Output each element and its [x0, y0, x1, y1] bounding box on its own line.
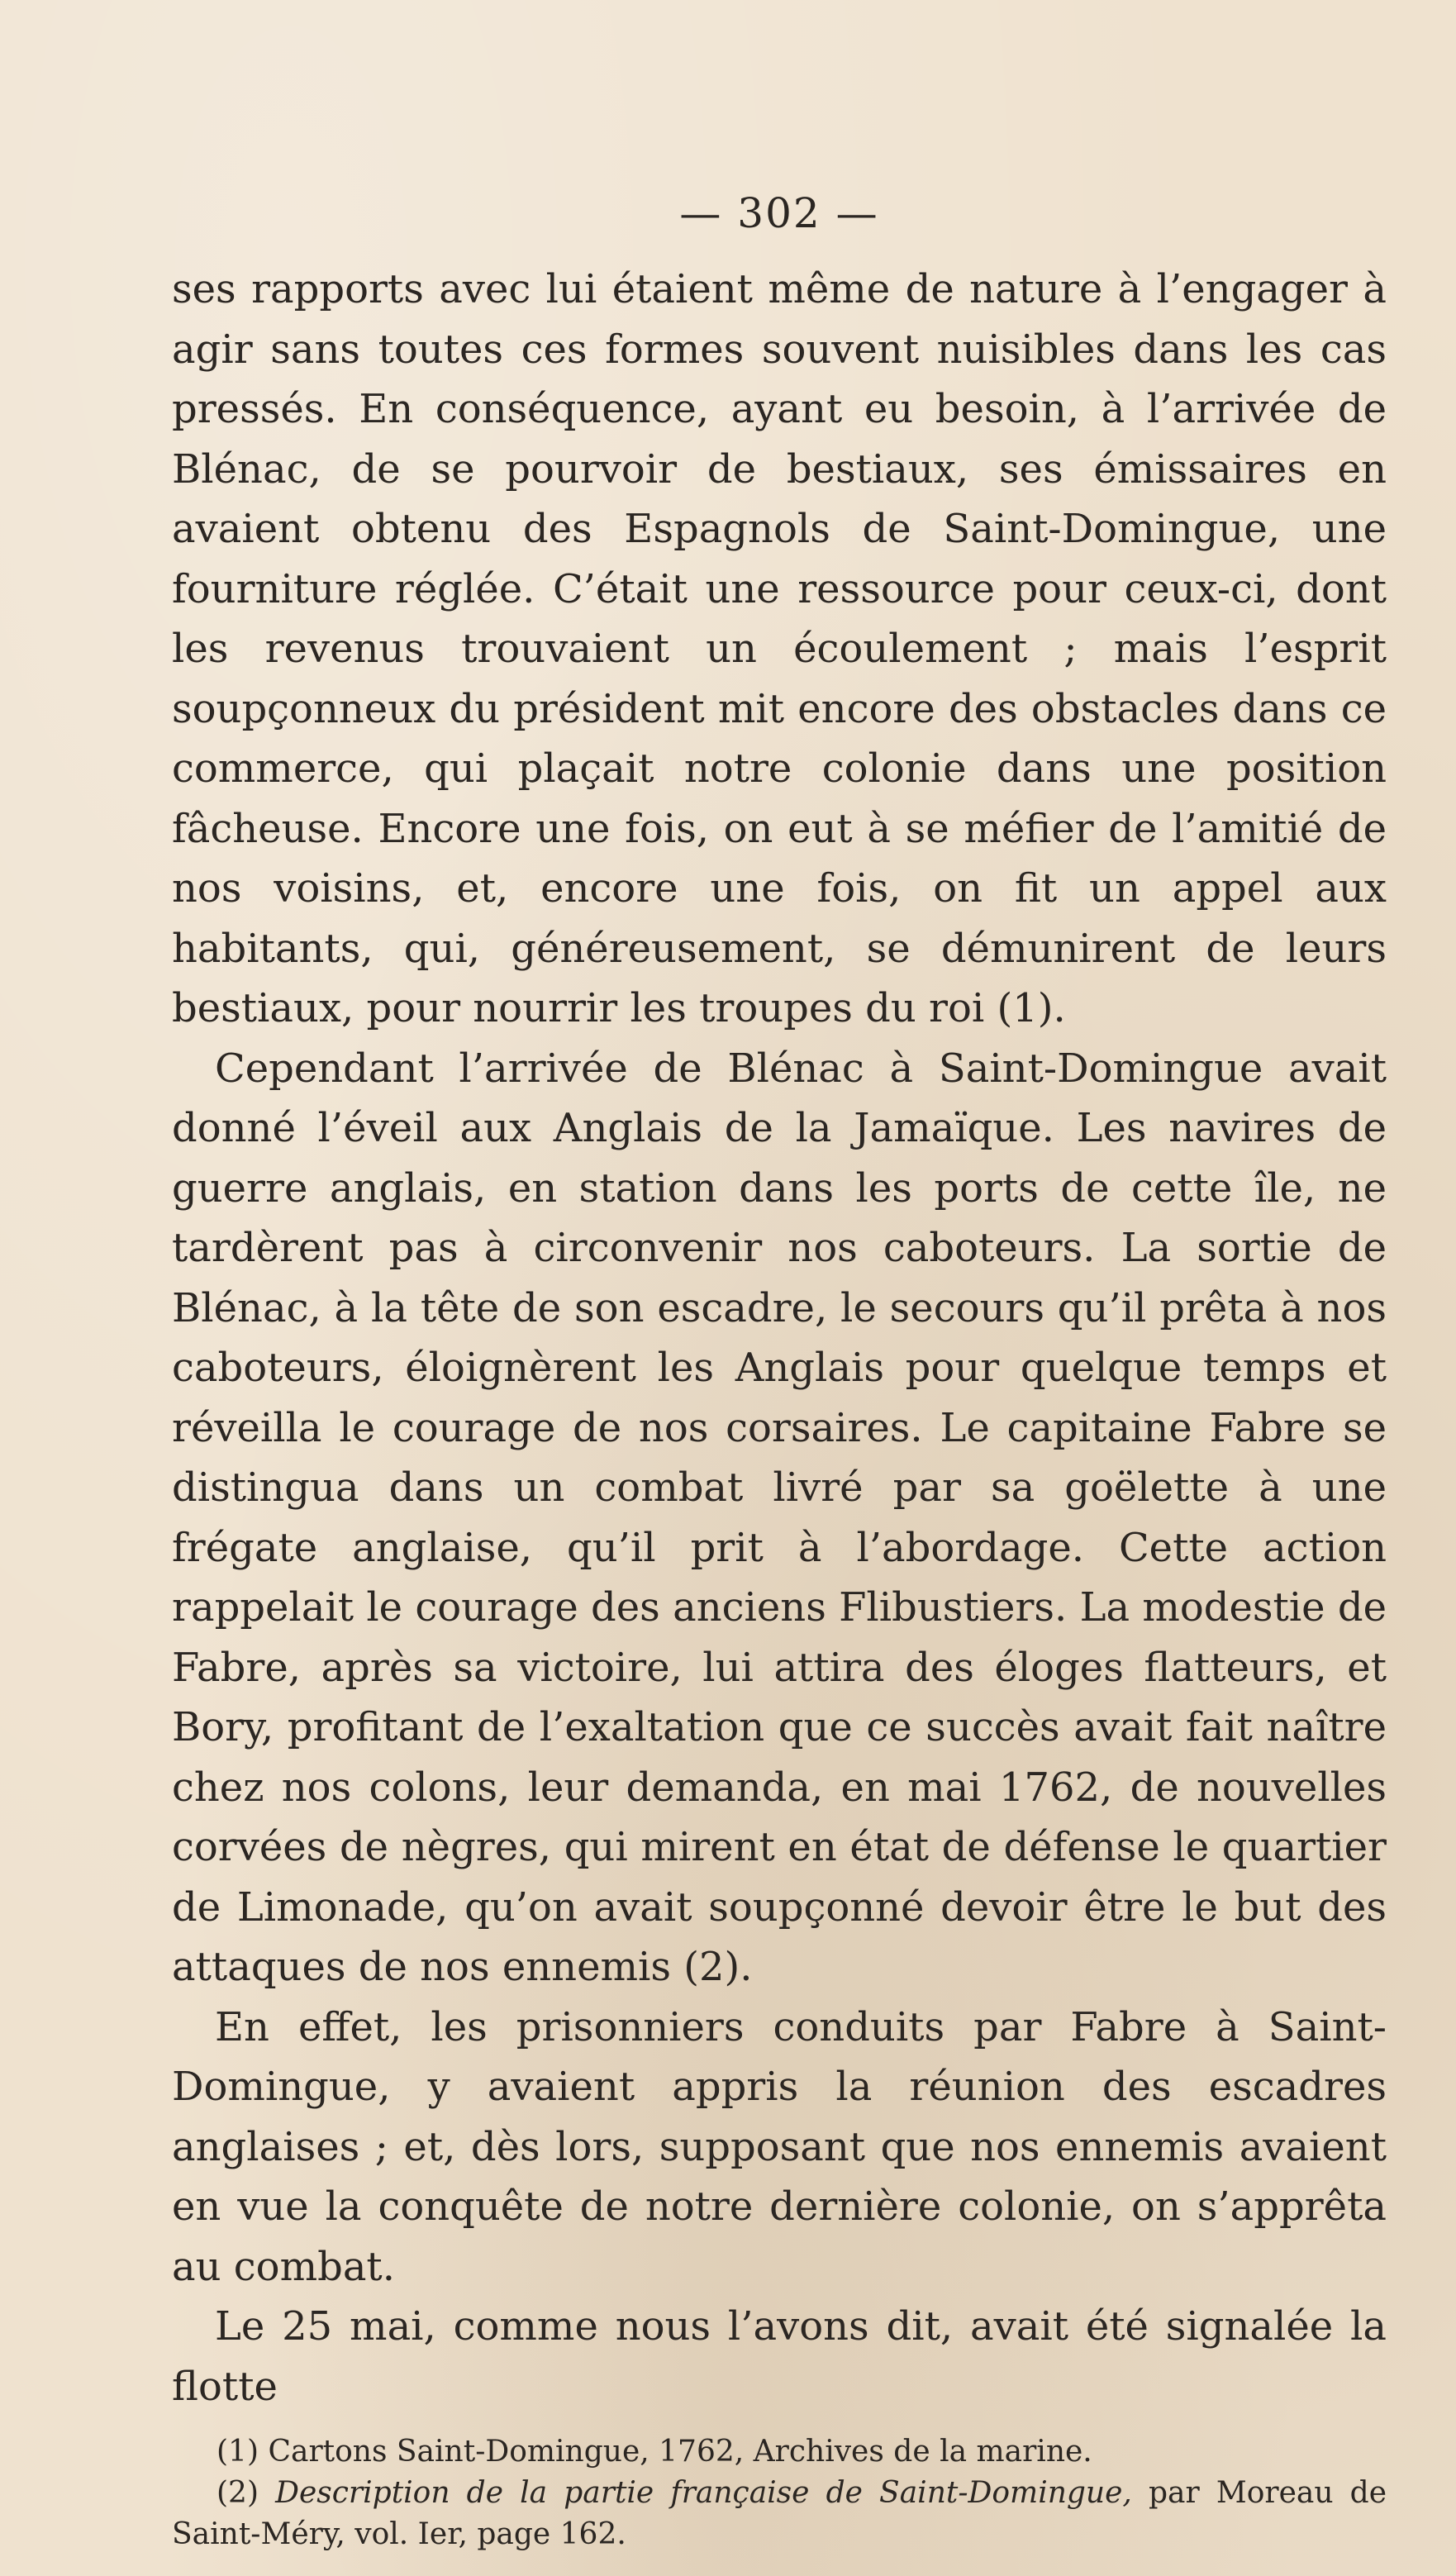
body-text [172, 260, 1387, 2416]
footnote-2-source: par Moreau de Saint-Méry, vol. Ier, page 162. [172, 2476, 1387, 2551]
footnote-2-title: Description de la partie française de Saint-Domingue, [275, 2476, 1132, 2510]
footnotes [172, 2431, 1387, 2555]
footnote-2 [172, 2473, 1387, 2555]
paragraph-4: Le 25 mai, comme nous l’avons dit, avait été signalée la flotte [172, 2303, 1387, 2410]
footnote-2-number: (2) [216, 2476, 276, 2510]
footnote-1: (1) Cartons Saint-Domingue, 1762, Archives de la marine. [216, 2435, 1092, 2469]
page-number: — 302 — [679, 189, 879, 237]
paragraph-2: Cependant l’arrivée de Blénac à Saint-Domingue avait donné l’éveil aux Anglais de la Jamaïque. Les navires de guerre anglais, en station dans les ports de cette île, ne tardèrent pas à circonvenir nos caboteurs. La sortie de Blénac, à la tête de son escadre, le secours qu’il prêta à nos caboteurs, éloignèrent les Anglais pour quelque temps et réveilla le courage de nos corsaires. Le capitaine Fabre se distingua dans un combat livré par sa goëlette à une frégate anglaise, qu’il prit à l’abordage. Cette action rappelait le courage des anciens Flibustiers. La modestie de Fabre, après sa victoire, lui attira des éloges flatteurs, et Bory, profitant de l’exaltation que ce succès avait fait naître chez nos colons, leur demanda, en mai 1762, de nouvelles corvées de nègres, qui mirent en état de défense le quartier de Limonade, qu’on avait soupçonné devoir être le but des attaques de nos ennemis (2). [172, 1045, 1387, 1990]
paragraph-1: ses rapports avec lui étaient même de nature à l’engager à agir sans toutes ces formes souvent nuisibles dans les cas pressés. En conséquence, ayant eu besoin, à l’arrivée de Blénac, de se pourvoir de bestiaux, ses émissaires en avaient obtenu des Espagnols de Saint-Domingue, une fourniture réglée. C’était une ressource pour ceux-ci, dont les revenus trouvaient un écoulement ; mais l’esprit soupçonneux du président mit encore des obstacles dans ce commerce, qui plaçait notre colonie dans une position fâcheuse. Encore une fois, on eut à se méfier de l’amitié de nos voisins, et, encore une fois, on fit un appel aux habitants, qui, généreusement, se démunirent de leurs bestiaux, pour nourrir les troupes du roi (1). [172, 266, 1387, 1031]
paragraph-3: En effet, les prisonniers conduits par Fabre à Saint-Domingue, y avaient appris la réunion des escadres anglaises ; et, dès lors, supposant que nos ennemis avaient en vue la conquête de notre dernière colonie, on s’apprêta au combat. [172, 2003, 1387, 2290]
book-page [172, 188, 1387, 2555]
